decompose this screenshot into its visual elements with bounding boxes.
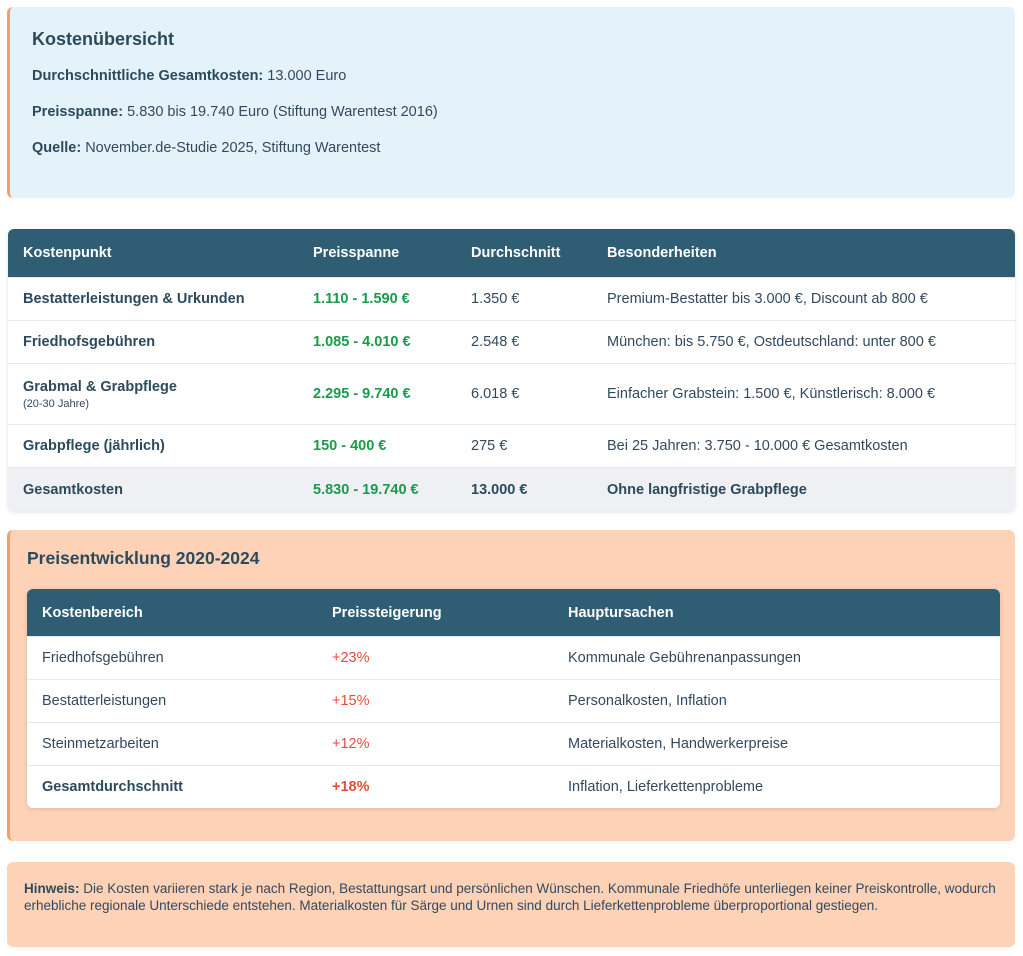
cost-table: [8, 229, 1015, 511]
summary-range-value: 5.830 bis 19.740 Euro (Stiftung Warentest 2016): [127, 104, 438, 120]
notes: München: bis 5.750 €, Ostdeutschland: unter 800 €: [592, 321, 1015, 364]
summary-source-value: November.de-Studie 2025, Stiftung Warentest: [85, 140, 381, 156]
notes: Einfacher Grabstein: 1.500 €, Künstlerisch: 8.000 €: [592, 364, 1015, 425]
cost-area: Friedhofsgebühren: [27, 637, 317, 680]
header-main-causes: Hauptursachen: [553, 589, 1000, 637]
total-increase: +18%: [317, 766, 553, 809]
cost-item-cell: [8, 364, 298, 425]
notes: Bei 25 Jahren: 3.750 - 10.000 € Gesamtkosten: [592, 425, 1015, 468]
table-row: [27, 680, 1000, 723]
cost-table-header: [8, 229, 1015, 278]
price-trend-box: [7, 530, 1015, 841]
price-increase: +12%: [317, 723, 553, 766]
total-causes: Inflation, Lieferkettenprobleme: [553, 766, 1000, 809]
table-row: [27, 723, 1000, 766]
summary-source-label: Quelle:: [32, 140, 82, 156]
note-box: [7, 862, 1015, 947]
note-text: Die Kosten variieren stark je nach Region, Bestattungsart und persönlichen Wünschen. Kommunale Friedhöfe unterliegen keiner Preiskontrolle, wodurch erhebliche regionale Unterschiede entstehen. Materialkosten für Särge und Urnen sind durch Lieferkettenprobleme überproportional gestiegen.: [24, 881, 996, 913]
trend-table-header: [27, 589, 1000, 637]
price-range: 1.085 - 4.010 €: [298, 321, 456, 364]
table-row: [27, 637, 1000, 680]
price-increase: +15%: [317, 680, 553, 723]
cost-item: Grabpflege (jährlich): [8, 425, 298, 468]
total-average: 13.000 €: [456, 468, 592, 512]
cost-item: Grabmal & Grabpflege: [23, 378, 177, 395]
average: 6.018 €: [456, 364, 592, 425]
header-average: Durchschnitt: [456, 229, 592, 278]
summary-average-value: 13.000 Euro: [267, 68, 347, 84]
header-cost-item: Kostenpunkt: [8, 229, 298, 278]
cost-item: Friedhofsgebühren: [8, 321, 298, 364]
average: 2.548 €: [456, 321, 592, 364]
cost-area: Bestatterleistungen: [27, 680, 317, 723]
price-increase: +23%: [317, 637, 553, 680]
cost-summary-box: [7, 7, 1015, 198]
summary-average-label: Durchschnittliche Gesamtkosten:: [32, 68, 264, 84]
summary-range-label: Preisspanne:: [32, 104, 124, 120]
notes: Premium-Bestatter bis 3.000 €, Discount ab 800 €: [592, 278, 1015, 321]
summary-range: [32, 103, 993, 122]
summary-average: [32, 67, 993, 86]
header-cost-area: Kostenbereich: [27, 589, 317, 637]
table-row: [8, 425, 1015, 468]
cost-area: Steinmetzarbeiten: [27, 723, 317, 766]
main-causes: Kommunale Gebührenanpassungen: [553, 637, 1000, 680]
trend-total-row: [27, 766, 1000, 809]
header-price-range: Preisspanne: [298, 229, 456, 278]
price-range: 2.295 - 9.740 €: [298, 364, 456, 425]
main-causes: Materialkosten, Handwerkerpreise: [553, 723, 1000, 766]
table-row: [8, 278, 1015, 321]
table-row: [8, 364, 1015, 425]
summary-title: Kostenübersicht: [32, 29, 175, 49]
average: 275 €: [456, 425, 592, 468]
price-range: 1.110 - 1.590 €: [298, 278, 456, 321]
total-item: Gesamtkosten: [8, 468, 298, 512]
main-causes: Personalkosten, Inflation: [553, 680, 1000, 723]
trend-title: Preisentwicklung 2020-2024: [27, 548, 260, 568]
note-label: Hinweis:: [24, 881, 80, 896]
trend-table: [27, 589, 1000, 808]
total-notes: Ohne langfristige Grabpflege: [592, 468, 1015, 512]
total-row: [8, 468, 1015, 512]
summary-source: [32, 139, 993, 158]
price-range: 150 - 400 €: [298, 425, 456, 468]
total-area: Gesamtdurchschnitt: [27, 766, 317, 809]
cost-item-subtitle: (20-30 Jahre): [23, 397, 90, 410]
cost-item: Bestatterleistungen & Urkunden: [8, 278, 298, 321]
header-price-increase: Preissteigerung: [317, 589, 553, 637]
table-row: [8, 321, 1015, 364]
header-notes: Besonderheiten: [592, 229, 1015, 278]
average: 1.350 €: [456, 278, 592, 321]
total-range: 5.830 - 19.740 €: [298, 468, 456, 512]
